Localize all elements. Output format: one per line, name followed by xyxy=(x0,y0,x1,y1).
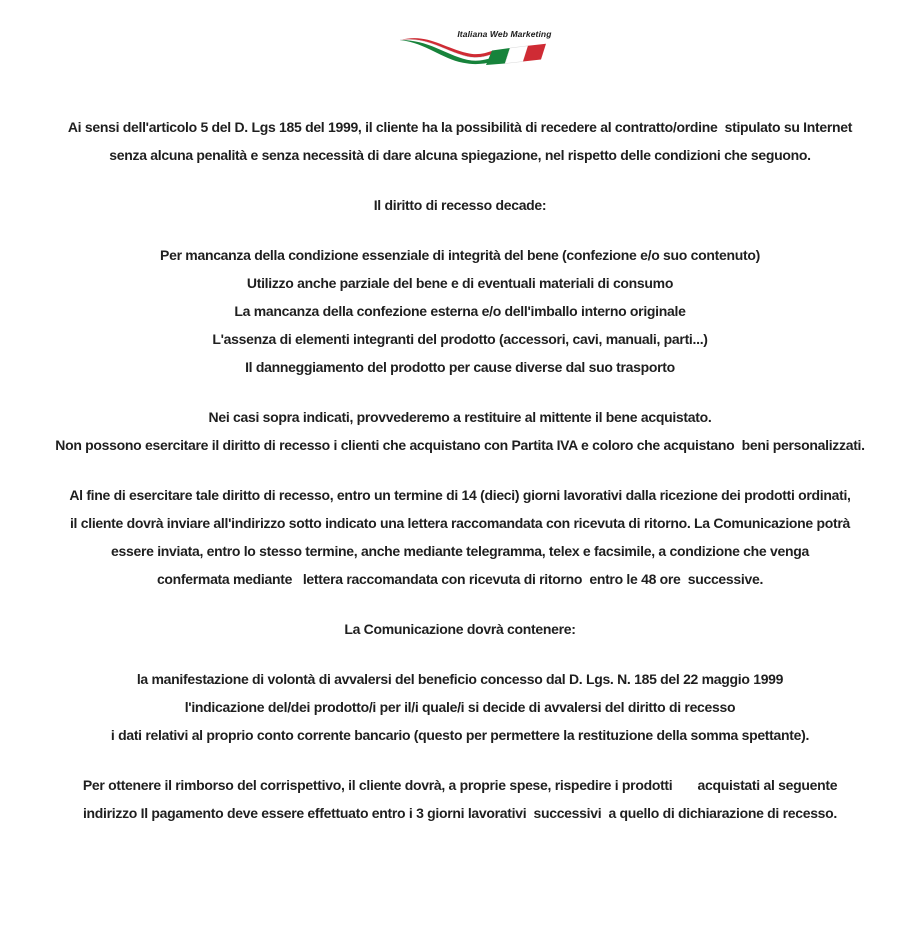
list-item: Per mancanza della condizione essenziale di integrità del bene (confezione e/o suo contenuto) xyxy=(160,247,760,263)
list-item: Il danneggiamento del prodotto per cause diverse dal suo trasporto xyxy=(245,359,675,375)
logo-text: Italiana Web Marketing xyxy=(457,29,552,39)
list-item: i dati relativi al proprio conto corrente bancario (questo per permettere la restituzione della somma spettante). xyxy=(110,727,810,743)
rimborso-paragraph xyxy=(0,771,920,827)
comunicazione-list xyxy=(0,665,920,749)
decadence-list xyxy=(0,241,920,381)
procedure-paragraph xyxy=(0,481,920,593)
intro-paragraph xyxy=(0,113,920,169)
logo xyxy=(397,28,552,70)
text-line: Per ottenere il rimborso del corrispettivo, il cliente dovrà, a proprie spese, rispedire i prodotti acquistati al seguente xyxy=(82,777,838,793)
section-heading: Il diritto di recesso decade: xyxy=(373,197,547,213)
list-item: L'assenza di elementi integranti del prodotto (accessori, cavi, manuali, parti...) xyxy=(212,331,708,347)
section-heading: La Comunicazione dovrà contenere: xyxy=(344,621,576,637)
text-line: senza alcuna penalità e senza necessità di dare alcuna spiegazione, nel rispetto delle condizioni che seguono. xyxy=(109,147,811,163)
list-item: la manifestazione di volontà di avvalersi del beneficio concesso dal D. Lgs. N. 185 del 22 maggio 1999 xyxy=(136,671,784,687)
text-line: Ai sensi dell'articolo 5 del D. Lgs 185 del 1999, il cliente ha la possibilità di recedere al contratto/ordine stipulato su Internet xyxy=(67,119,853,135)
list-item: l'indicazione del/dei prodotto/i per il/i quale/i si decide di avvalersi del diritto di recesso xyxy=(184,699,736,715)
text-line: confermata mediante lettera raccomandata con ricevuta di ritorno entro le 48 ore successive. xyxy=(156,571,764,587)
text-line: Al fine di esercitare tale diritto di recesso, entro un termine di 14 (dieci) giorni lavorativi dalla ricezione dei prodotti ordinati, xyxy=(69,487,851,503)
text-line: il cliente dovrà inviare all'indirizzo sotto indicato una lettera raccomandata con ricevuta di ritorno. La Comunicazione potrà xyxy=(69,515,851,531)
list-item: La mancanza della confezione esterna e/o dell'imballo interno originale xyxy=(234,303,686,319)
text-line: Non possono esercitare il diritto di recesso i clienti che acquistano con Partita IVA e coloro che acquistano beni personalizzati. xyxy=(55,437,865,453)
text-line: indirizzo Il pagamento deve essere effettuato entro i 3 giorni lavorativi successivi a quello di dichiarazione di recesso. xyxy=(82,805,838,821)
text-line: Nei casi sopra indicati, provvederemo a restituire al mittente il bene acquistato. xyxy=(208,409,712,425)
heading-diritto-recesso xyxy=(0,191,920,219)
restitution-paragraph xyxy=(0,403,920,459)
list-item: Utilizzo anche parziale del bene e di eventuali materiali di consumo xyxy=(246,275,674,291)
text-line: essere inviata, entro lo stesso termine, anche mediante telegramma, telex e facsimile, a condizione che venga xyxy=(111,543,809,559)
heading-comunicazione xyxy=(0,615,920,643)
